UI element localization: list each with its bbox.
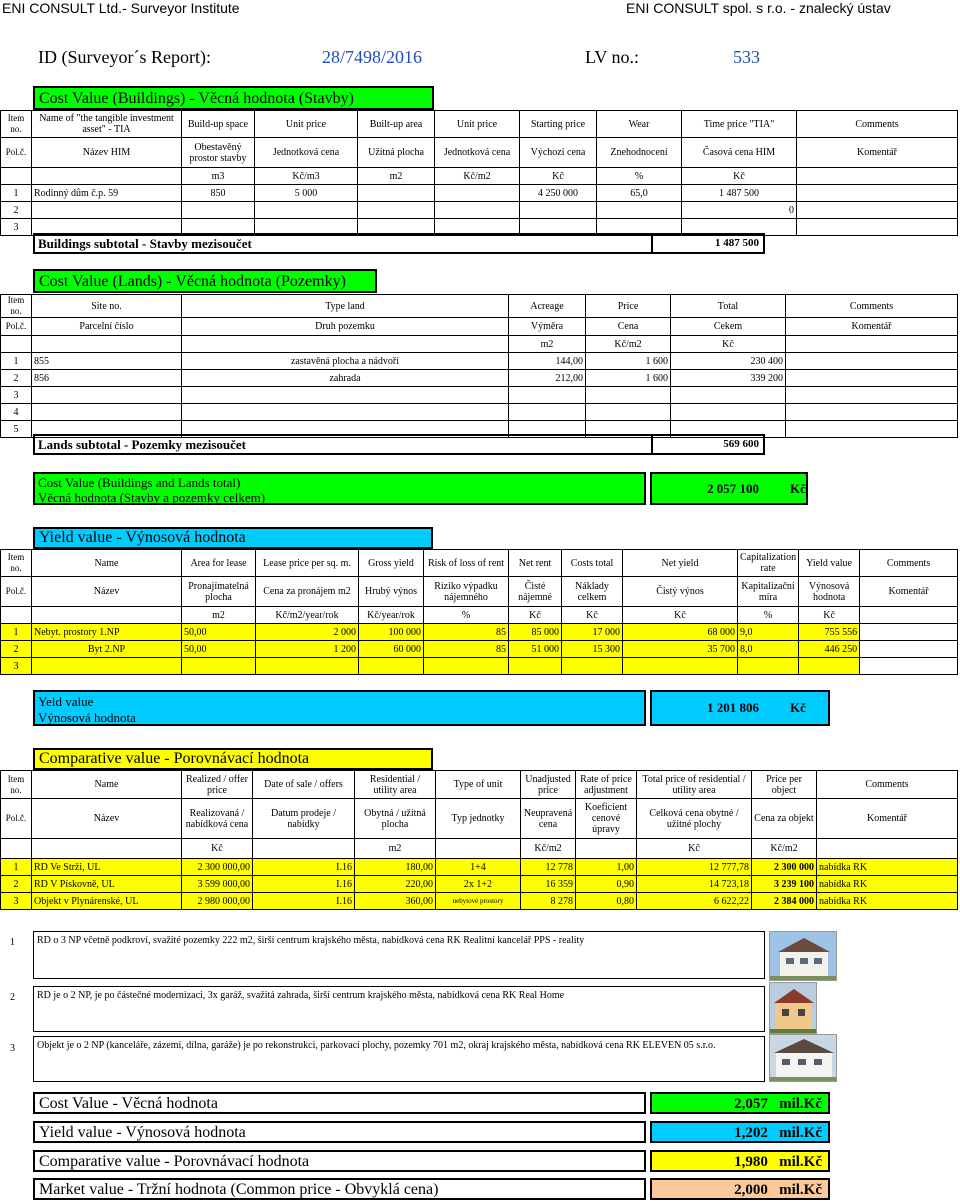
table-row: 3 [1, 658, 958, 675]
table-row: 1 Nebyt. prostory 1.NP 50,00 2 000 100 000 85 85 000 17 000 68 000 9,0 755 556 [1, 624, 958, 641]
comparative-title: Comparative value - Porovnávací hodnota [33, 748, 433, 770]
buildings-subtotal-label: Buildings subtotal - Stavby mezisoučet [38, 236, 252, 251]
table-row: 2 RD V Pískovně, UL 3 599 000,00 I.16 220,00 2x 1+2 16 359 0,90 14 723,18 3 239 100 nabídka RK [1, 876, 958, 893]
h-name-en: Name of "the tangible investment asset" - TIA [32, 111, 182, 138]
header-right: ENI CONSULT spol. s r.o. - znalecký ústav [626, 0, 891, 16]
h-name-cz: Název HIM [32, 138, 182, 168]
cost-total-value: 2 057 100 [707, 481, 759, 496]
h-build-cz: Obestavěný prostor stavby [182, 138, 255, 168]
lands-title: Cost Value (Lands) - Věcná hodnota (Pozemky) [33, 269, 377, 293]
h-start-cz: Výchozí cena [520, 138, 597, 168]
yield-total-label: Yeld value Výnosová hodnota [33, 690, 646, 726]
h-unit2-en: Unit price [435, 111, 520, 138]
note-2-no: 2 [10, 992, 15, 1003]
table-row: 5 [1, 421, 958, 438]
unit-kcm3: Kč/m3 [255, 168, 358, 185]
h-comm-cz: Komentář [797, 138, 958, 168]
cost-total-currency: Kč [790, 481, 806, 496]
summary-comparative-label: Comparative value - Porovnávací hodnota [33, 1150, 646, 1172]
yield-total-value: 1 201 806 [707, 700, 759, 715]
lands-subtotal-label: Lands subtotal - Pozemky mezisoučet [38, 437, 246, 452]
lands-subtotal-value: 569 600 [723, 438, 759, 450]
summary-market-value: 2,000 mil.Kč [650, 1178, 830, 1200]
summary-comparative-value: 1,980 mil.Kč [650, 1150, 830, 1172]
h-unit-en: Unit price [255, 111, 358, 138]
lands-table: Item no. Site no. Type land Acreage Price Total Comments Pol.č. Parcelní číslo Druh pozemku Výměra Cena Cekem Komentář m2 Kč/m2 Kč 1 855 zastavěná plocha a nádvoří 144,00 1 600 230 400 2 856 zahrada 212,00 1 600 339 200 3 4 5 [0, 294, 958, 438]
note-3: Objekt je o 2 NP (kanceláře, zázemí, dílna, garáže) je po rekonstrukci, parkovací plochy, pozemky 701 m2, okraj krajského města, nabídková cena RK ELEVEN 05 s.r.o. [33, 1036, 765, 1082]
note-1-no: 1 [10, 937, 15, 948]
h-area-cz: Užitná plocha [358, 138, 435, 168]
buildings-subtotal-value: 1 487 500 [715, 237, 759, 249]
summary-cost-label: Cost Value - Věcná hodnota [33, 1092, 646, 1114]
h-unit-cz: Jednotková cena [255, 138, 358, 168]
unit-kc2: Kč [682, 168, 797, 185]
comparable-photo-2 [769, 982, 817, 1034]
note-3-no: 3 [10, 1043, 15, 1054]
unit-kcm2: Kč/m2 [435, 168, 520, 185]
cost-total-label: Cost Value (Buildings and Lands total) Věcná hodnota (Stavby a pozemky celkem) [33, 472, 646, 505]
lv-value: 533 [733, 47, 760, 67]
h-start-en: Starting price [520, 111, 597, 138]
note-1: RD o 3 NP včetně podkroví, svažité pozemky 222 m2, širší centrum krajského města, nabídková cena RK Realitní kancelář PPS - reality [33, 931, 765, 979]
comparable-photo-1 [769, 931, 837, 981]
h-wear-cz: Znehodnocení [597, 138, 682, 168]
buildings-title: Cost Value (Buildings) - Věcná hodnota (Stavby) [33, 86, 434, 110]
h-comm-en: Comments [797, 111, 958, 138]
cost-total-value-box [650, 472, 808, 505]
buildings-subtotal [33, 233, 765, 254]
summary-yield-value: 1,202 mil.Kč [650, 1121, 830, 1143]
table-row: 1 Rodinný dům č.p. 59 850 5 000 4 250 000 65,0 1 487 500 [1, 185, 958, 202]
h-item: Item no. [1, 111, 32, 138]
table-row: 3 Objekt v Plynárenské, UL 2 980 000,00 I.16 360,00 nebytové prostory 8 278 0,80 6 622,22 2 384 000 nabídka RK [1, 893, 958, 910]
h-time-cz: Časová cena HIM [682, 138, 797, 168]
lv-label: LV no.: [585, 47, 640, 67]
table-row: 4 [1, 404, 958, 421]
header-left: ENI CONSULT Ltd.- Surveyor Institute [2, 0, 240, 16]
note-2: RD je o 2 NP, je po částečné modernizaci, 3x garáž, svažitá zahrada, širší centrum krajského města, nabídková cena RK Real Home [33, 986, 765, 1032]
table-row: 2 0 [1, 202, 958, 219]
report-id-value: 28/7498/2016 [322, 47, 423, 67]
h-time-en: Time price "TIA" [682, 111, 797, 138]
table-row: 1 855 zastavěná plocha a nádvoří 144,00 1 600 230 400 [1, 353, 958, 370]
h-unit2-cz: Jednotková cena [435, 138, 520, 168]
h-area-en: Built-up area [358, 111, 435, 138]
table-row: 2 856 zahrada 212,00 1 600 339 200 [1, 370, 958, 387]
comparable-photo-3 [769, 1034, 837, 1082]
table-row: 1 RD Ve Strži, UL 2 300 000,00 I.16 180,00 1+4 12 778 1,00 12 777,78 2 300 000 nabídka RK [1, 859, 958, 876]
summary-market-label: Market value - Tržní hodnota (Common price - Obvyklá cena) [33, 1178, 646, 1200]
top-header [0, 0, 960, 18]
h-wear-en: Wear [597, 111, 682, 138]
unit-kc: Kč [520, 168, 597, 185]
unit-m2: m2 [358, 168, 435, 185]
summary-yield-label: Yield value - Výnosová hodnota [33, 1121, 646, 1143]
yield-title: Yield value - Výnosová hodnota [33, 527, 433, 549]
yield-total-currency: Kč [790, 700, 806, 715]
h-build-en: Build-up space [182, 111, 255, 138]
unit-m3: m3 [182, 168, 255, 185]
unit-pct: % [597, 168, 682, 185]
report-id-label: ID (Surveyor´s Report): [38, 47, 211, 67]
buildings-table [0, 110, 958, 236]
comparative-table: Item no. Name Realized / offer price Date of sale / offers Residential / utility area Type of unit Unadjusted price Rate of price adjustment Total price of residential / utility area Price per object Comments Pol.č. Název Realizovaná / nabídková cena Datum prodeje / nabídky Obytná / užitná plocha Typ jednotky Neupravená cena Koeficient cenové úpravy Celková cena obytné / užitné plochy Cena za objekt Komentář Kč m2 Kč/m2 Kč Kč/m2 1 RD Ve Strži, UL 2 300 000,00 I.16 180,00 1+4 12 778 1,00 12 777,78 2 300 000 nabídka RK 2 RD V Pískovně, UL 3 599 000,00 I.16 220,00 2x 1+2 16 359 0,90 14 723,18 3 239 100 nabídka RK 3 Objekt v Plynárenské, UL 2 980 000,00 I.16 360,00 nebytové prostory 8 278 0,80 6 622,22 2 384 000 nabídka RK [0, 770, 958, 910]
h-polc: Pol.č. [1, 138, 32, 168]
table-row: 2 Byt 2.NP 50,00 1 200 60 000 85 51 000 15 300 35 700 8,0 446 250 [1, 641, 958, 658]
yield-table: Item no. Name Area for lease Lease price per sq. m. Gross yield Risk of loss of rent Net rent Costs total Net yield Capitalization rate Yield value Comments Pol.č. Název Pronajímatelná plocha Cena za pronájem m2 Hrubý výnos Riziko výpadku nájemného Čisté nájemné Náklady celkem Čistý výnos Kapitalizační míra Výnosová hodnota Komentář m2 Kč/m2/year/rok Kč/year/rok % Kč Kč Kč % Kč 1 Nebyt. prostory 1.NP 50,00 2 000 100 000 85 85 000 17 000 68 000 9,0 755 556 2 Byt 2.NP 50,00 1 200 60 000 85 51 000 15 300 35 700 8,0 446 250 3 [0, 549, 958, 675]
yield-total-value-box [650, 690, 830, 726]
summary-cost-value: 2,057 mil.Kč [650, 1092, 830, 1114]
lands-subtotal [33, 434, 765, 455]
table-row: 3 [1, 219, 958, 236]
table-row: 3 [1, 387, 958, 404]
